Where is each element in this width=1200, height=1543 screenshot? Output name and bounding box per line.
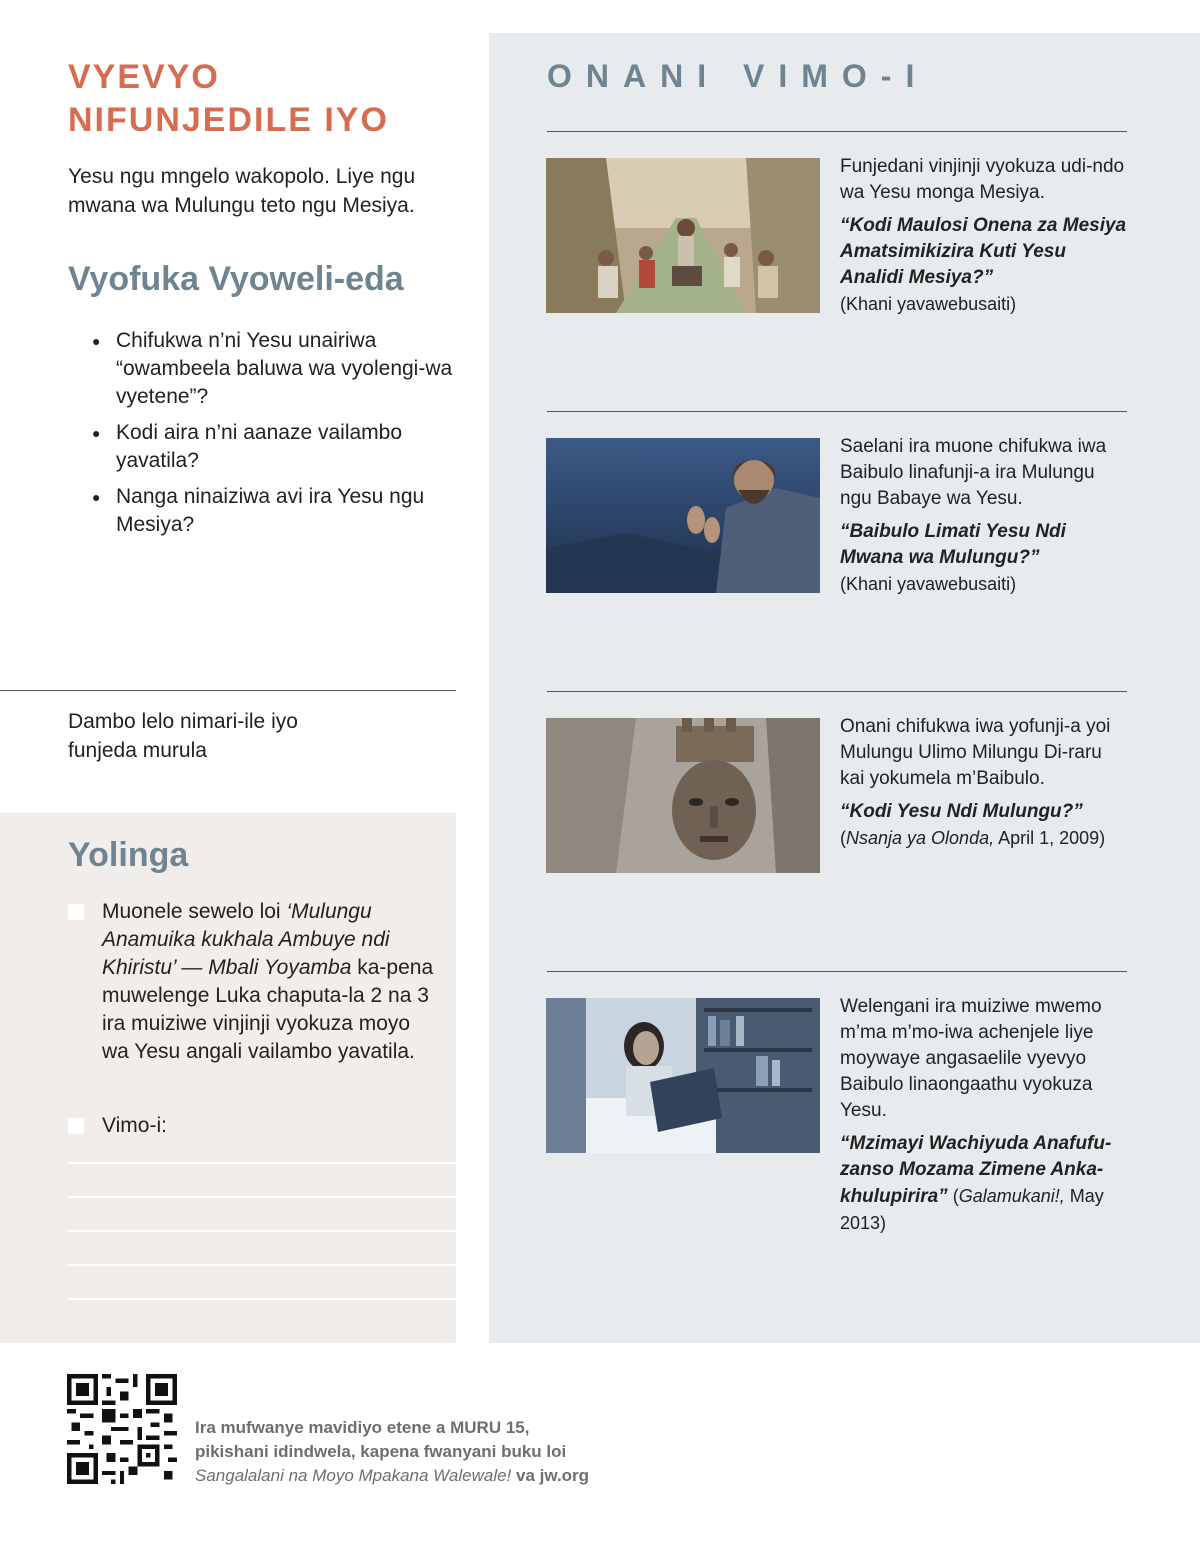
resource-title-link[interactable]: “Kodi Maulosi Onena za Mesiya Amatsimikizira Kuti Yesu Analidi Mesiya?” [840, 215, 1127, 288]
resource-description: Welengani ira muiziwe mwemo m’ma m’mo-iwa achenjele liye moywaye angasaelile vyevyo Baibulo linaongaathu vyokuza Yesu. [840, 996, 1102, 1121]
palm-sunday-image[interactable] [546, 158, 820, 313]
resource-item-2 [840, 434, 1130, 597]
resource-description: Onani chifukwa iwa yofunji-a yoi Mulungu Ulimo Milungu Di-raru kai yokumela m’Baibulo. [840, 716, 1111, 789]
writing-line[interactable] [68, 1230, 456, 1232]
see-more-heading: ONANI VIMO-I [547, 58, 929, 94]
resource-source: (Galamukani!, May 2013) [840, 1186, 1104, 1233]
resource-item-3 [840, 714, 1130, 851]
writing-line[interactable] [68, 1196, 456, 1198]
writing-line[interactable] [68, 1162, 456, 1164]
learned-date-line: Dambo lelo nimari-ile iyo funjeda murula [68, 710, 298, 762]
summary-title-line1: VYEVYO [68, 58, 220, 96]
divider [547, 411, 1127, 412]
question-item: ● Nanga ninaiziwa avi ira Yesu ngu Mesiya? [92, 483, 462, 539]
question-item: ● Chifukwa n’ni Yesu unairiwa “owambeela baluwa wa vyolengi-wa vyetene”? [92, 327, 462, 411]
resource-description: Funjedani vinjinji vyokuza udi-ndo wa Yesu monga Mesiya. [840, 156, 1125, 203]
writing-line[interactable] [68, 1264, 456, 1266]
resource-source: (Khani yavawebusaiti) [840, 294, 1017, 314]
writing-line[interactable] [68, 1298, 456, 1300]
jesus-praying-image[interactable] [546, 438, 820, 593]
resource-title-link[interactable]: “Baibulo Limati Yesu Ndi Mwana wa Mulungu?” [840, 521, 1066, 568]
question-item: ● Kodi aira n’ni aanaze vailambo yavatila? [92, 419, 462, 475]
website-link[interactable]: va jw.org [511, 1466, 590, 1485]
divider [547, 971, 1127, 972]
qr-code[interactable] [67, 1374, 177, 1484]
review-questions-heading: Vyofuka Vyoweli-eda [68, 260, 404, 298]
resource-item-4 [840, 994, 1130, 1237]
goal-checkbox[interactable] [68, 904, 84, 920]
goal-checkbox[interactable] [68, 1118, 84, 1134]
stone-trinity-carving-image[interactable] [546, 718, 820, 873]
resource-item-1 [840, 154, 1130, 317]
summary-title-line2: NIFUNJEDILE IYO [68, 101, 389, 139]
divider [547, 131, 1127, 132]
goals-heading: Yolinga [68, 836, 189, 874]
book-title: Sangalalani na Moyo Mpakana Walewale! [195, 1466, 512, 1485]
goal-item-2: Vimo-i: [68, 1112, 438, 1140]
resource-title-link[interactable]: “Kodi Yesu Ndi Mulungu?” [840, 801, 1083, 822]
divider [0, 690, 456, 691]
resource-source: (Nsanja ya Olonda, April 1, 2009) [840, 828, 1106, 848]
goal-item-1: Muonele sewelo loi ‘Mulungu Anamuika kukhala Ambuye ndi Khiristu’ — Mbali Yoyamba ka-pena muwelenge Luka chaputa-la 2 na 3 ira muiziwe vinjinji vyokuza moyo wa Yesu angali vailambo yavatila. [68, 898, 438, 1066]
resource-title-link[interactable]: “Mzimayi Wachiyuda Anafufu-zanso Mozama Zimene Anka-khulupirira” [840, 1133, 1112, 1207]
resource-source: (Khani yavawebusaiti) [840, 574, 1017, 594]
summary-title [68, 56, 448, 142]
resource-description: Saelani ira muone chifukwa iwa Baibulo linafunji-a ira Mulungu ngu Babaye wa Yesu. [840, 436, 1107, 509]
woman-reading-image[interactable] [546, 998, 820, 1153]
review-questions-list [92, 327, 462, 547]
footer-note: Ira mufwanye mavidiyo etene a MURU 15, pikishani idindwela, kapena fwanyani buku loi Sangalalani na Moyo Mpakana Walewale! va jw.org [195, 1418, 590, 1485]
divider [547, 691, 1127, 692]
summary-intro: Yesu ngu mngelo wakopolo. Liye ngu mwana wa Mulungu teto ngu Mesiya. [68, 165, 416, 217]
